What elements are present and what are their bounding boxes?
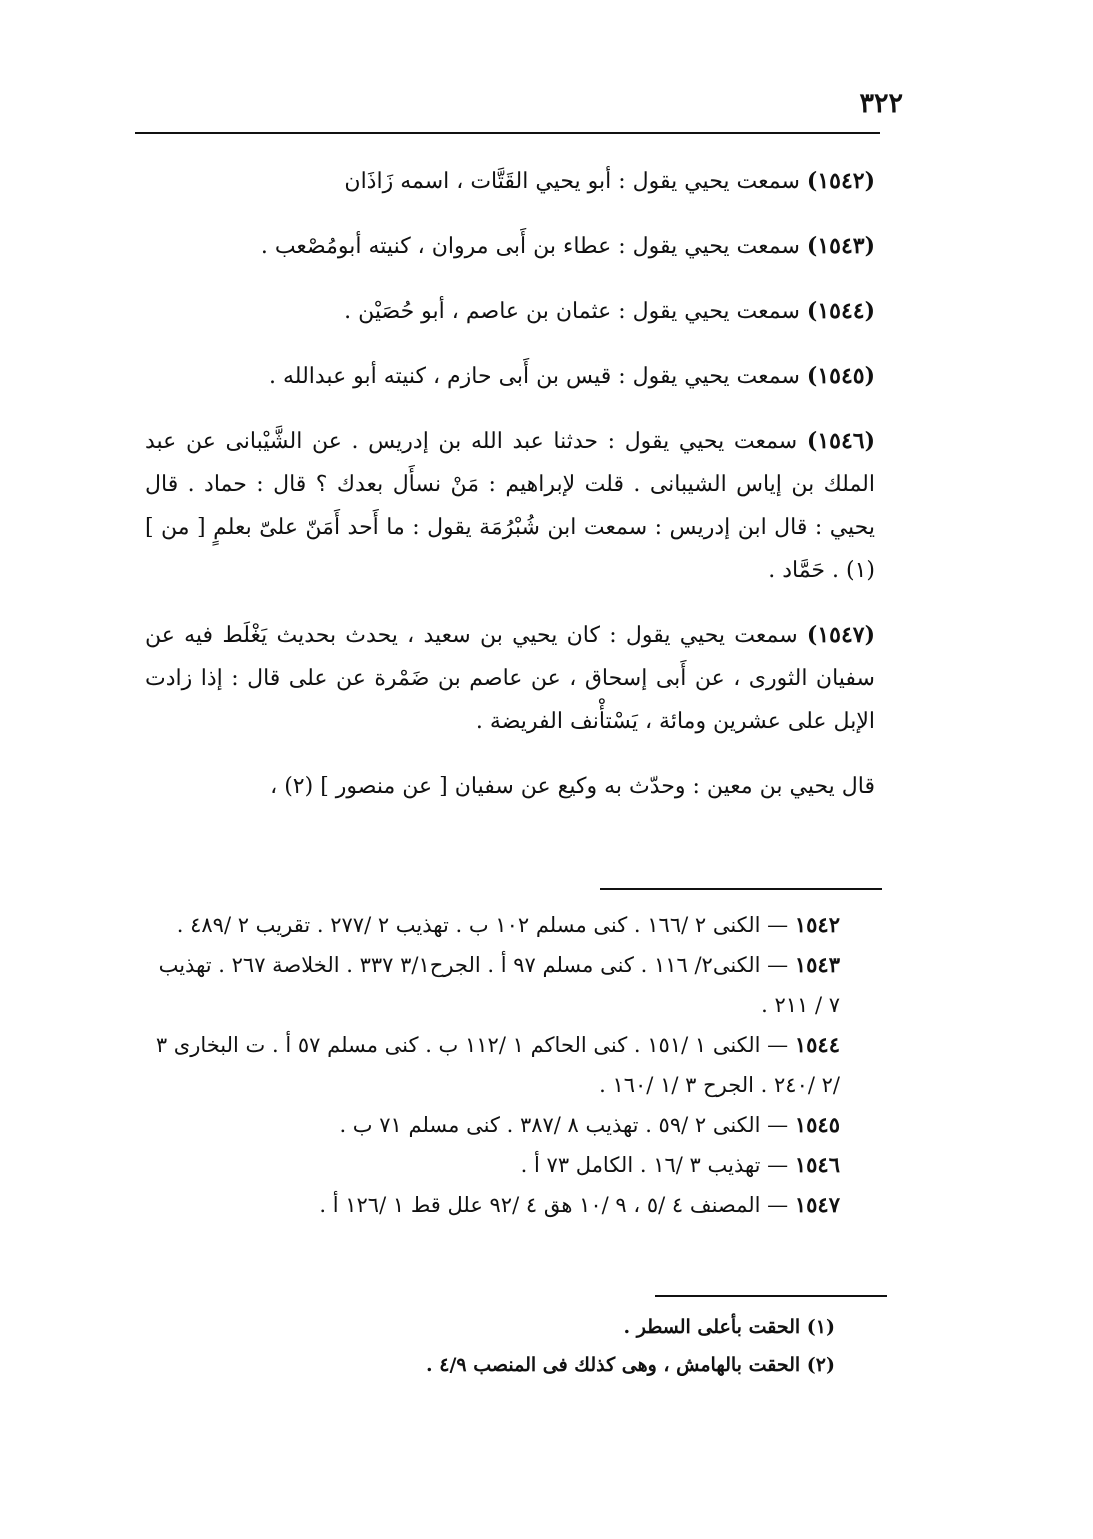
reference-1545 (145, 1105, 840, 1145)
entry-text: قال يحيي بن معين : وحدّث به وكيع عن سفيان [ عن منصور ] (٢) ، (270, 774, 875, 799)
entry-number: (١٥٤٧) (806, 622, 875, 648)
reference-1546 (145, 1145, 840, 1185)
reference-1543 (145, 945, 840, 1025)
main-text (145, 160, 875, 830)
entry-number: (١٥٤٢) (806, 168, 875, 194)
reference-number: ١٥٤٥ (794, 1112, 840, 1137)
reference-1542 (145, 905, 840, 945)
reference-text: — الكنى٢/ ١١٦ . كنى مسلم ٩٧ أ . الجرح٣/١ ٣٣٧ . الخلاصة ٢٦٧ . تهذيب ٧ / ٢١١ . (158, 953, 840, 1017)
entry-text: سمعت يحيي يقول : كان يحيي بن سعيد ، يحدث بحديث يَغْلَط فيه عن سفيان الثورى ، عن أَبى إسحاق ، عن عاصم بن ضَمْرة عن على قال : إذا زادت الإبل على عشرين ومائة ، يَسْتأْنف الفريضة . (145, 623, 875, 734)
entry-number: (١٥٤٤) (806, 298, 875, 324)
reference-number: ١٥٤٤ (794, 1032, 840, 1057)
entry-text: سمعت يحيي يقول : عطاء بن أَبى مروان ، كنيته أبومُصْعب . (260, 234, 800, 259)
entry-continuation (145, 765, 875, 808)
reference-number: ١٥٤٦ (794, 1152, 840, 1177)
entry-text: سمعت يحيي يقول : قيس بن أَبى حازم ، كنيته أبو عبدالله . (269, 364, 800, 389)
references-list (145, 905, 840, 1225)
reference-text: — الكنى ١ /١٥١ . كنى الحاكم ١ /١١٢ ب . كنى مسلم ٥٧ أ . ت البخارى ٣ /٢ /٢٤٠ . الجرح ٣ /١ /١٦٠ . (155, 1033, 840, 1097)
entry-number: (١٥٤٦) (806, 428, 875, 454)
reference-text: — تهذيب ٣ /١٦ . الكامل ٧٣ أ . (520, 1153, 789, 1177)
reference-1547 (145, 1185, 840, 1225)
footnote-1: (١) الحقت بأعلى السطر . (623, 1316, 835, 1338)
page-number: ٣٢٢ (859, 88, 903, 119)
entry-1542 (145, 160, 875, 203)
reference-number: ١٥٤٢ (794, 912, 840, 937)
entry-text: سمعت يحيي يقول : حدثنا عبد الله بن إدريس . عن الشَّيْبانى عن عبد الملك بن إياس الشيبانى . قلت لإبراهيم : مَنْ نسأَل بعدك ؟ قال : حماد . قال يحيي : قال ابن إدريس : سمعت ابن شُبْرُمَة يقول : ما أَحد أَمَنّ علىّ بعلمٍ [ من ] (١) . حَمَّاد . (145, 429, 875, 583)
reference-text: — المصنف ٤ /٥ ، ٩ /١٠ هق ٤ /٩٢ علل قط ١ /١٢٦ أ . (319, 1193, 789, 1217)
entry-text: سمعت يحيي يقول : عثمان بن عاصم ، أبو حُصَيْن . (344, 299, 800, 324)
reference-number: ١٥٤٣ (794, 952, 840, 977)
entry-1546 (145, 420, 875, 592)
reference-number: ١٥٤٧ (794, 1192, 840, 1217)
entry-number: (١٥٤٣) (806, 233, 875, 259)
entry-1543 (145, 225, 875, 268)
reference-1544 (145, 1025, 840, 1105)
footnote-2: (٢) الحقت بالهامش ، وهى كذلك فى المنصب ٤/٩ . (426, 1354, 835, 1376)
references-divider (600, 888, 882, 890)
entry-number: (١٥٤٥) (806, 363, 875, 389)
entry-1544 (145, 290, 875, 333)
reference-text: — الكنى ٢ /١٦٦ . كنى مسلم ١٠٢ ب . تهذيب ٢ /٢٧٧ . تقريب ٢ /٤٨٩ . (176, 913, 789, 937)
entry-1547 (145, 614, 875, 743)
footnotes-divider (655, 1295, 887, 1297)
header-divider (135, 132, 880, 134)
reference-text: — الكنى ٢ /٥٩ . تهذيب ٨ /٣٨٧ . كنى مسلم ٧١ ب . (339, 1113, 789, 1137)
footnotes (300, 1308, 835, 1384)
entry-text: سمعت يحيي يقول : أبو يحيي القَتَّات ، اسمه زَاذَان (344, 169, 800, 194)
entry-1545 (145, 355, 875, 398)
